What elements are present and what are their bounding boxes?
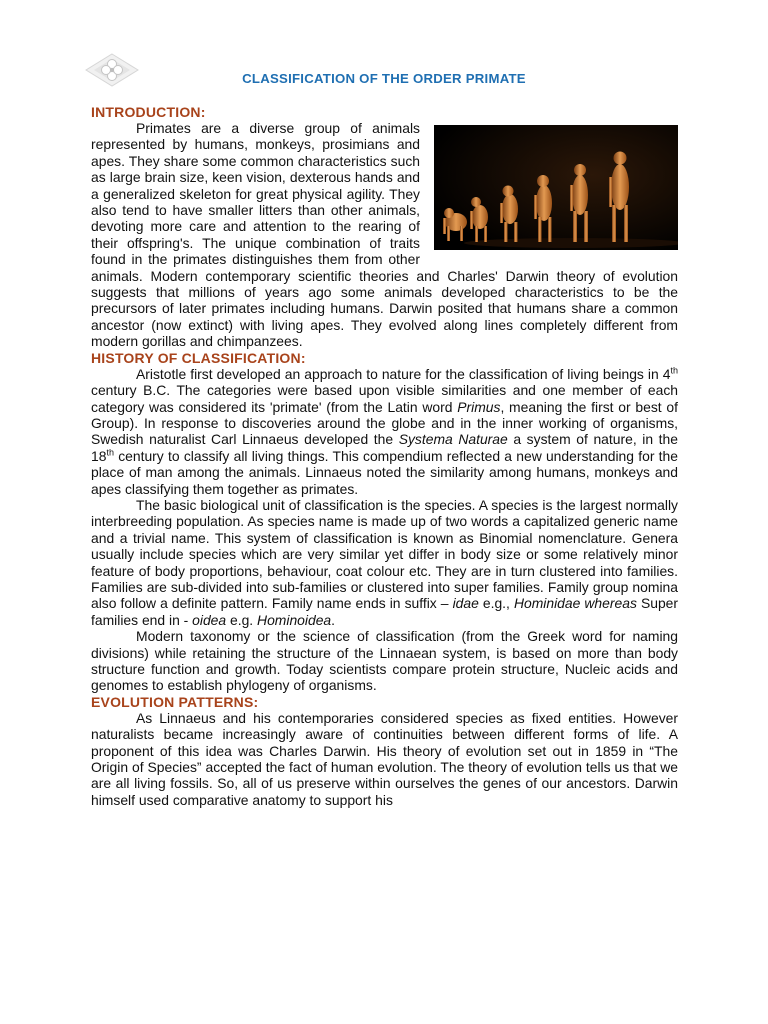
- italic-term: oidea: [192, 611, 227, 628]
- section-heading-evolution: EVOLUTION PATTERNS:: [91, 693, 259, 710]
- evolution-march-illustration-icon: [434, 125, 678, 250]
- superscript: th: [670, 365, 678, 376]
- paragraph: Modern taxonomy or the science of classification (from the Greek word for naming divisions) while retaining the structure of the Linnaean system, is based on more than body structure function and growth. Today scientists compare protein structure, Nucleic acids and genomes to establish phylogeny of organisms.: [91, 628, 678, 694]
- text-run: Super families end in -: [91, 595, 679, 628]
- text-run: a system of nature, in the 18: [91, 431, 678, 464]
- italic-term: Systema Naturae: [398, 431, 508, 448]
- text-run: Aristotle first developed an approach to nature for the classification of living beings in 4: [136, 365, 671, 382]
- italic-term: Primus: [457, 398, 501, 415]
- italic-term: Hominoidea: [257, 611, 332, 628]
- italic-term: idae: [452, 595, 479, 612]
- paragraph: [91, 497, 678, 628]
- section-heading-history: HISTORY OF CLASSIFICATION:: [91, 349, 306, 366]
- text-run: , meaning the first or best of Group). In response to discoveries around the globe and in the inner working of organisms, Swedish naturalist Carl Linnaeus developed the: [91, 398, 678, 448]
- text-run: e.g.: [226, 611, 258, 628]
- superscript: th: [106, 447, 114, 458]
- italic-term: Hominidae whereas: [513, 595, 637, 612]
- paragraph: As Linnaeus and his contemporaries considered species as fixed entities. However naturalists became increasingly aware of continuities between different forms of life. A proponent of this idea was Charles Darwin. His theory of evolution set out in 1859 in “The Origin of Species” accepted the fact of human evolution. The theory of evolution tells us that we are all living fossils. So, all of us preserve within ourselves the genes of our ancestors. Darwin himself used comparative anatomy to support his: [91, 709, 678, 808]
- document-body: [91, 104, 678, 808]
- text-run: The basic biological unit of classification is the species. A species is the largest normally interbreeding population. As species name is made up of two words a capitalized generic name and a trivial name. This system of classification is known as Binomial nomenclature. Genera usually include species which are very similar yet differ in body size or some relatively minor feature of body proportions, behaviour, coat colour etc. They are in turn clustered into families. Families are sub-divided into sub-families or clustered into super families. Family group nomina also follow a definite pattern. Family name ends in suffix –: [91, 496, 678, 612]
- paragraph: Primates are a diverse group of animals represented by humans, monkeys, prosimians and apes. They share some common characteristics such as large brain size, keen vision, dexterous hands and a generalized skeleton for great physical agility. They also tend to have smaller litters than other animals, devoting more care and attention to the rearing of their offspring's. The unique combination of traits found in the primates distinguishes them from other animals. Modern contemporary scientific theories and Charles' Darwin theory of evolution suggests that millions of years ago some animals developed characteristics to be the precursors of later primates including humans. Darwin posited that humans share a common ancestor (now extinct) with living apes. They evolved along lines completely different from modern gorillas and chimpanzees.: [91, 120, 678, 350]
- text-run: century to classify all living things. This compendium reflected a new understanding for the place of man among the animals. Linnaeus noted the similarity among humans, monkeys and apes classifying them together as primates.: [91, 447, 678, 497]
- page-title: CLASSIFICATION OF THE ORDER PRIMATE: [242, 71, 526, 86]
- paragraph: [91, 366, 678, 497]
- section-heading-introduction: INTRODUCTION:: [91, 104, 206, 120]
- text-run: century B.C. The categories were based upon visible similarities and one member of each category was considered its 'primate' (from the Latin word: [91, 382, 678, 415]
- text-run: e.g.,: [478, 595, 514, 612]
- text-run: .: [331, 611, 336, 628]
